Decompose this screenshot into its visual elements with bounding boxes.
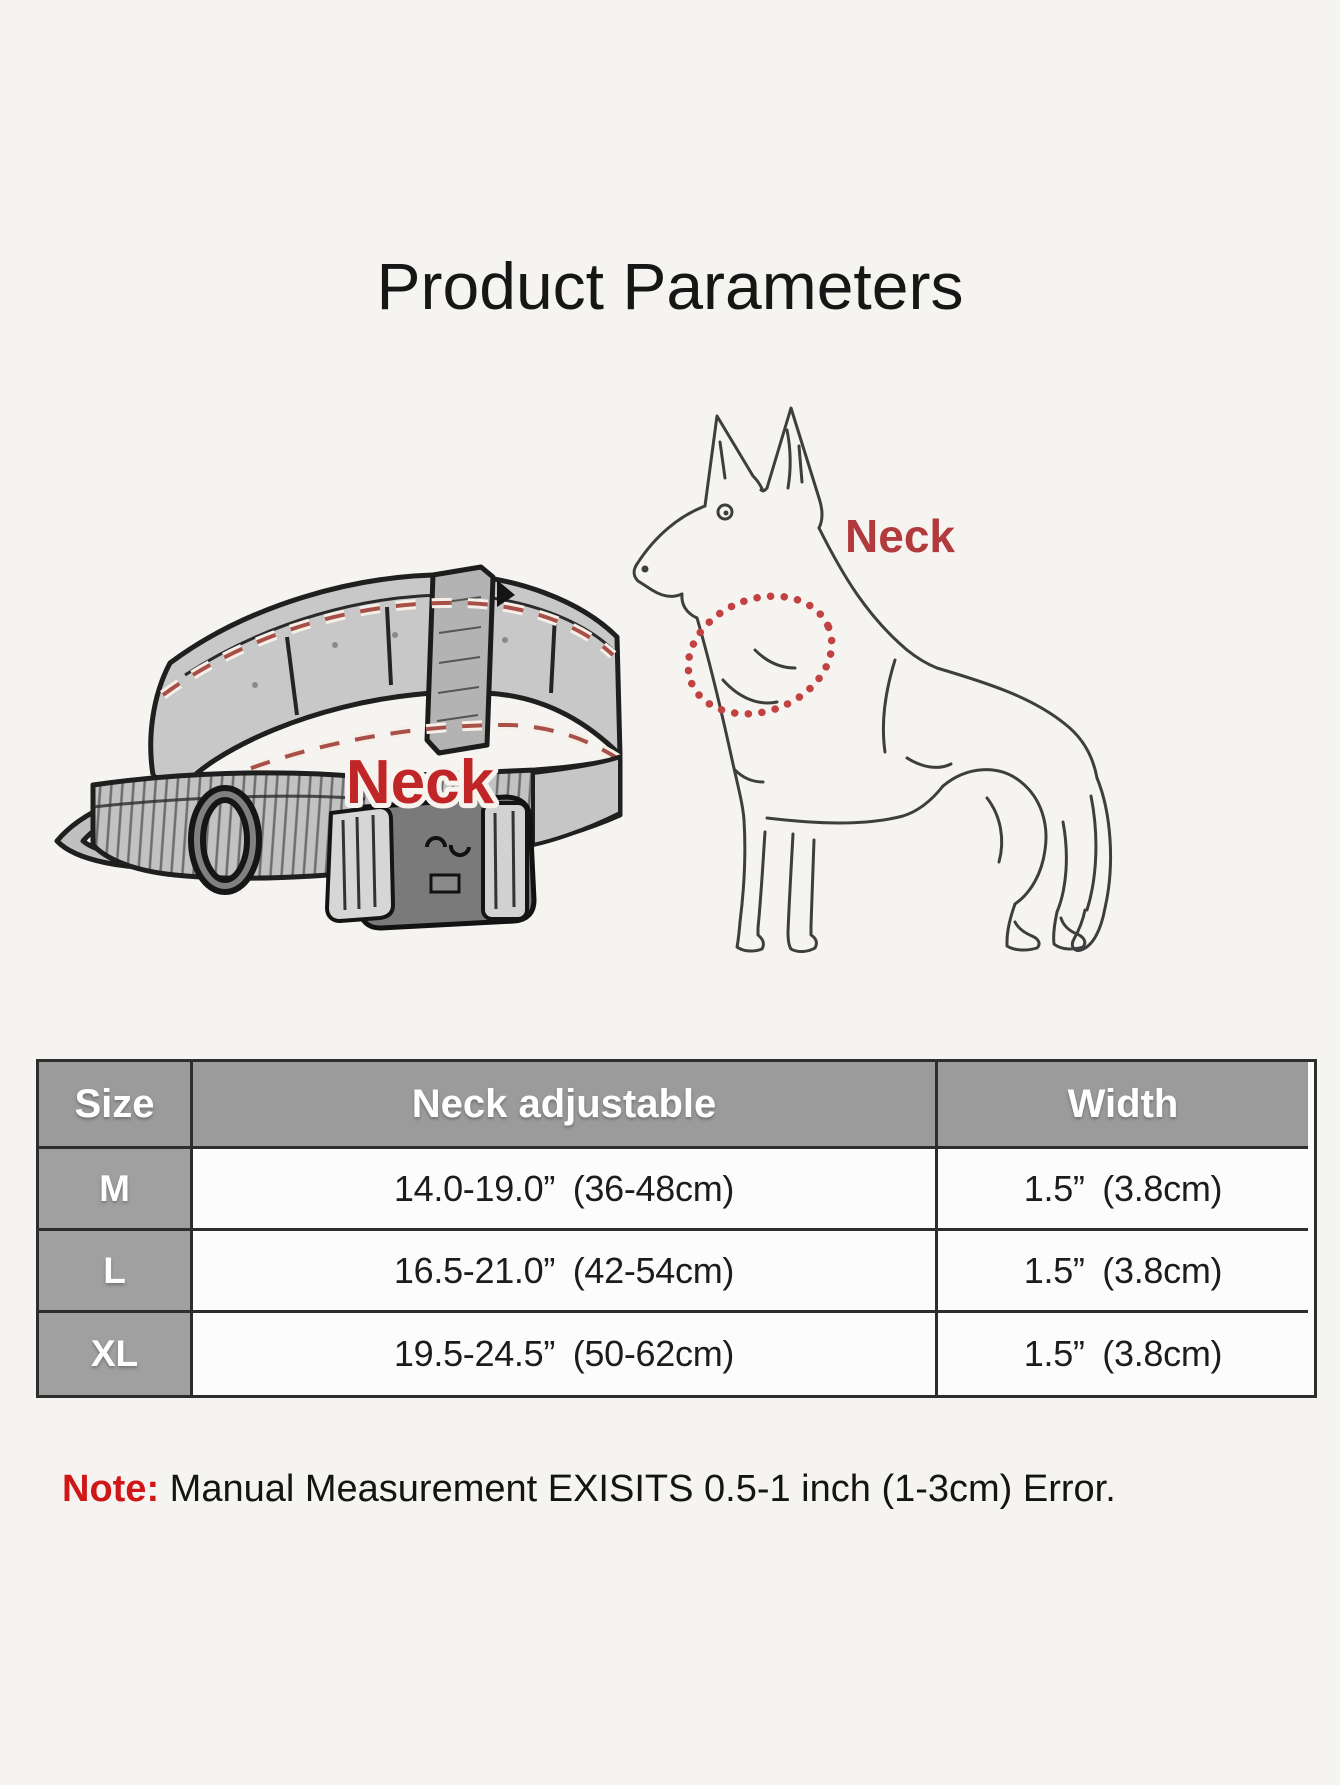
size-table-row-l-width: 1.5” (3.8cm) xyxy=(938,1231,1308,1313)
measurement-note xyxy=(62,1468,1116,1511)
size-table-row-xl-neck: 19.5-24.5” (50-62cm) xyxy=(193,1313,938,1395)
collar-neck-label: Neck xyxy=(345,748,495,817)
size-table-row-m-neck: 14.0-19.0” (36-48cm) xyxy=(193,1149,938,1231)
size-table-row-m-width: 1.5” (3.8cm) xyxy=(938,1149,1308,1231)
collar-illustration xyxy=(35,545,625,945)
size-table-row-xl-size: XL xyxy=(39,1313,193,1395)
size-table-row-l-neck: 16.5-21.0” (42-54cm) xyxy=(193,1231,938,1313)
collar-drawing-svg xyxy=(35,545,625,945)
dog-illustration xyxy=(555,350,1145,960)
dog-outline xyxy=(634,408,1110,952)
note-label: Note: xyxy=(62,1468,160,1510)
size-table-row-l-size: L xyxy=(39,1231,193,1313)
dog-neck-label: Neck xyxy=(845,510,955,562)
size-table-header-neck-adjustable: Neck adjustable xyxy=(193,1062,938,1149)
size-table-header-width: Width xyxy=(938,1062,1308,1149)
size-table-header-size: Size xyxy=(39,1062,193,1149)
size-table xyxy=(36,1059,1317,1398)
size-table-row-m-size: M xyxy=(39,1149,193,1231)
page-title: Product Parameters xyxy=(376,249,964,323)
size-table-row-xl-width: 1.5” (3.8cm) xyxy=(938,1313,1308,1395)
dog-drawing-svg xyxy=(555,350,1145,960)
note-text: Manual Measurement EXISITS 0.5-1 inch (1-3cm) Error. xyxy=(159,1468,1116,1510)
